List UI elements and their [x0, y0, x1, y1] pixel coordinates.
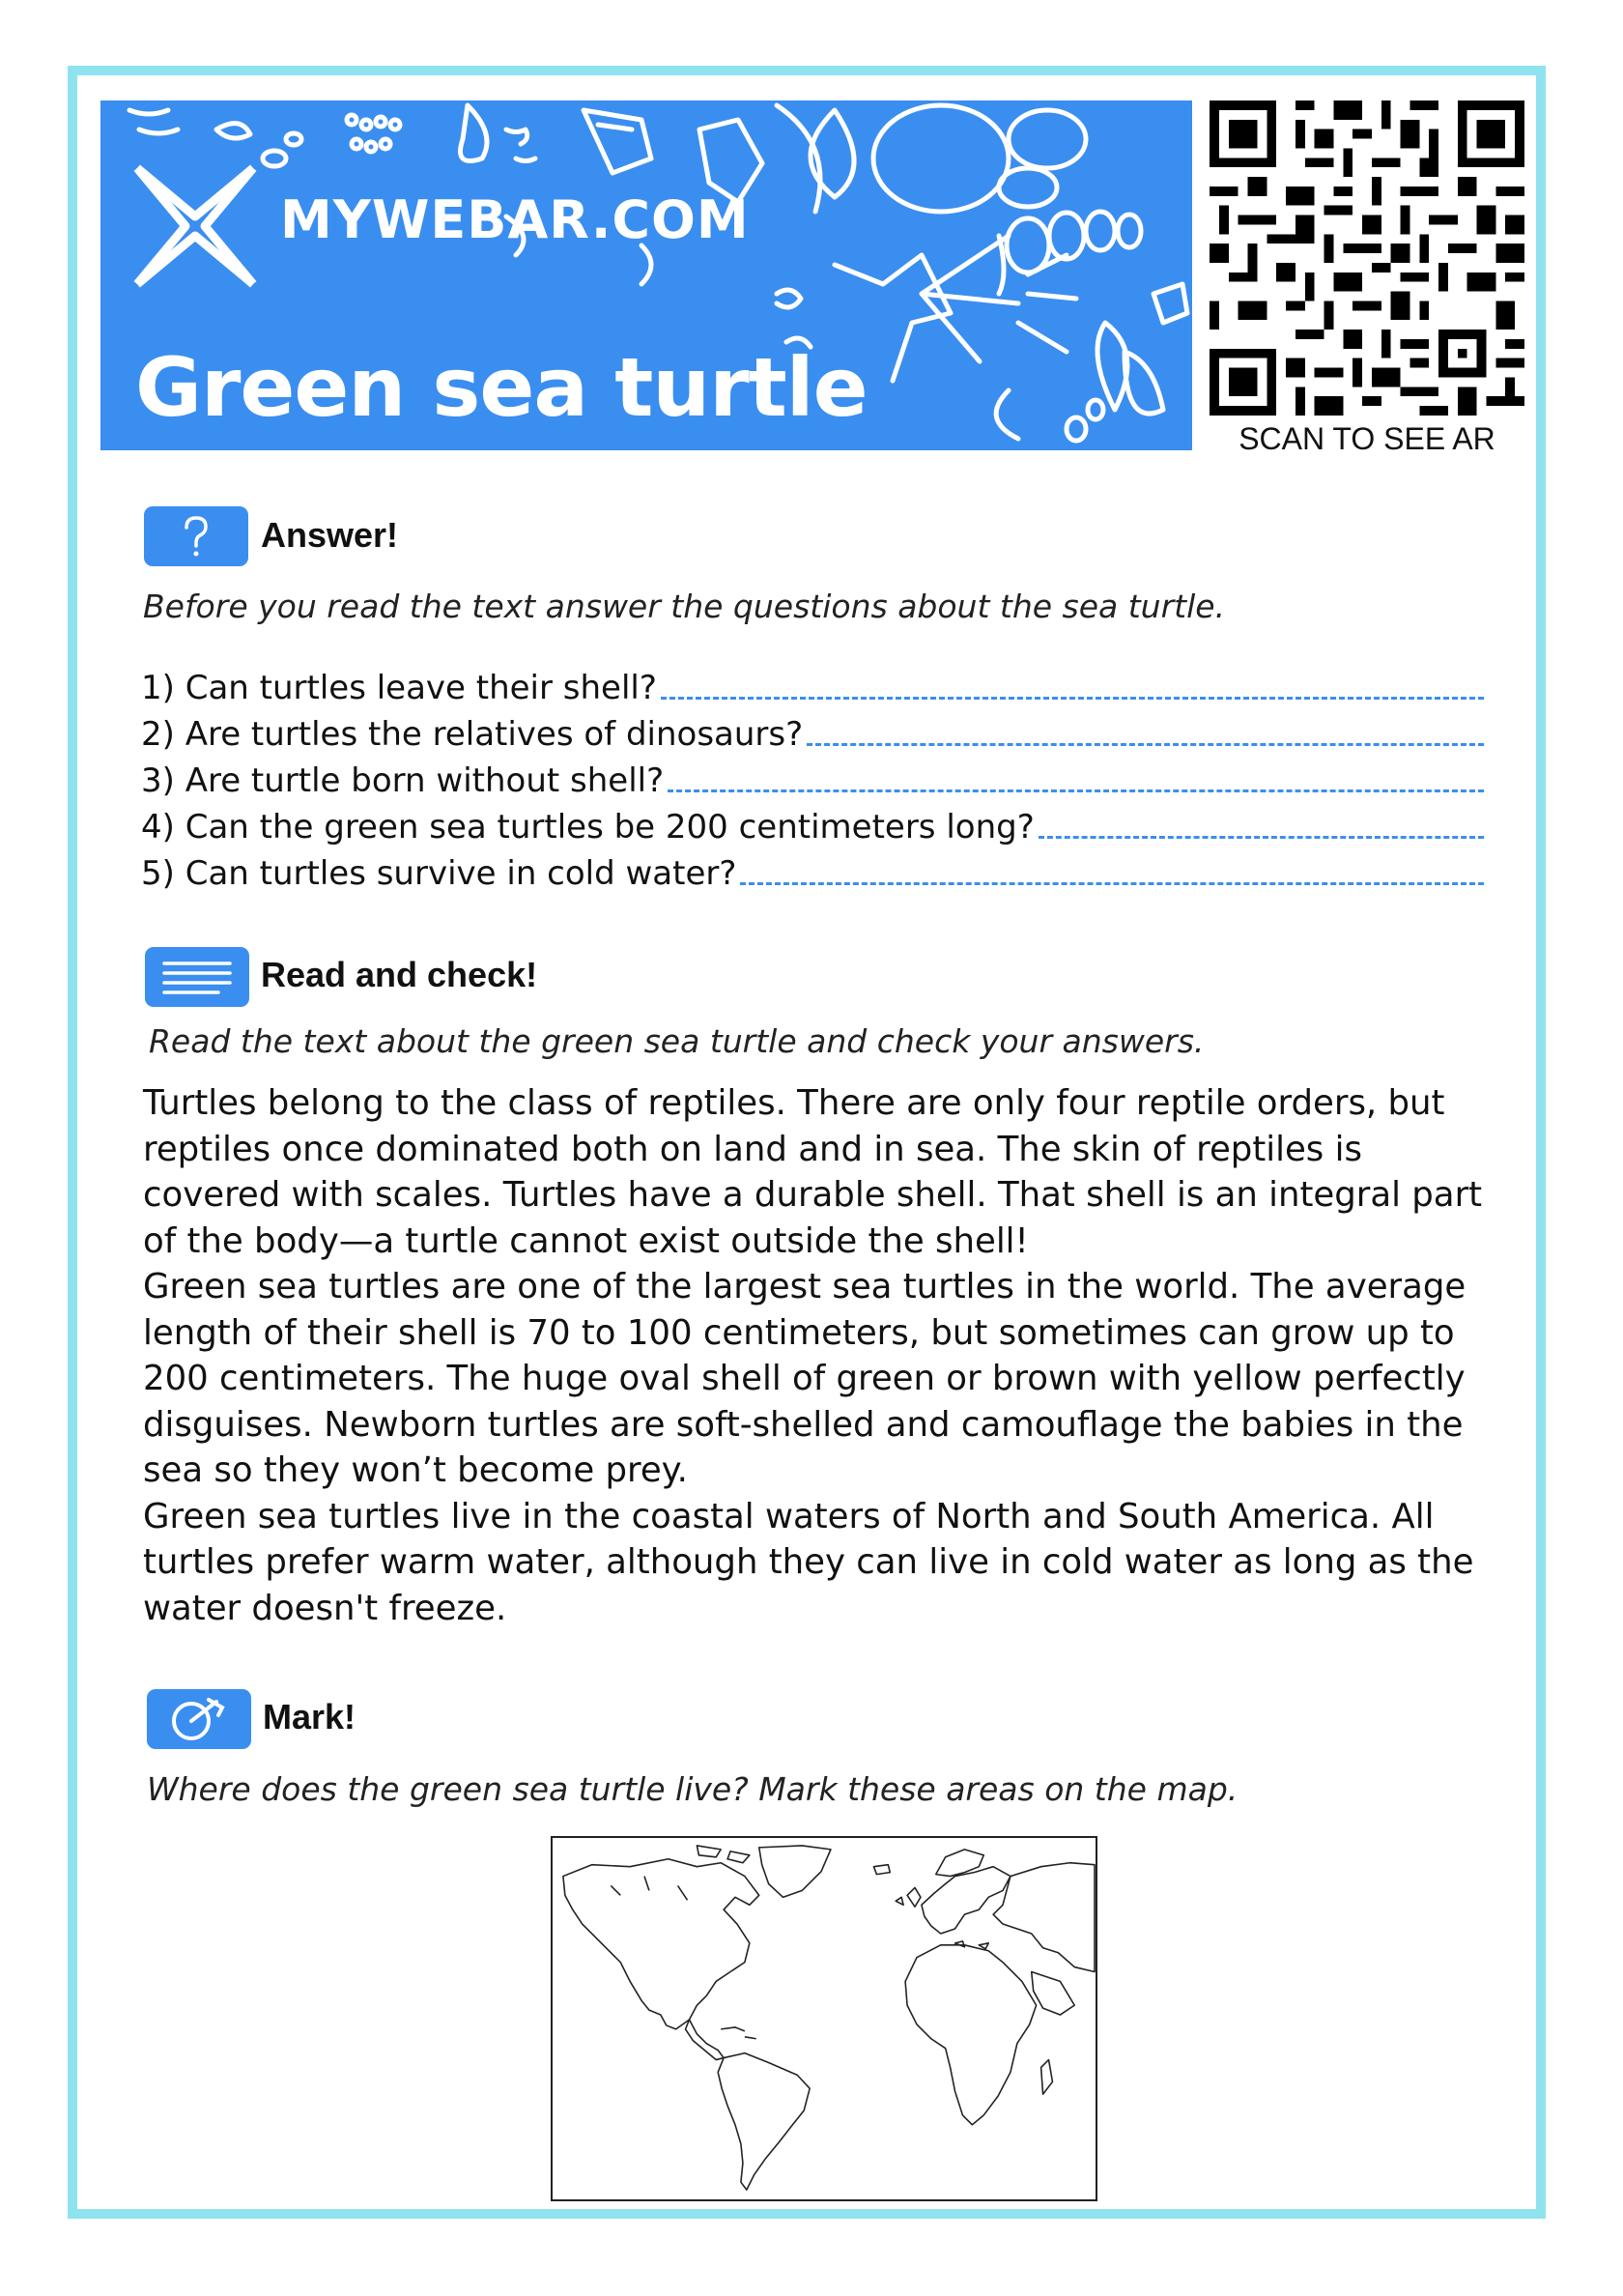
qr-caption: SCAN TO SEE AR	[1239, 421, 1495, 456]
answer-line[interactable]	[807, 743, 1484, 746]
reading-text	[143, 1080, 1495, 1631]
world-map[interactable]	[551, 1836, 1097, 2201]
question-text: 5) Can turtles survive in cold water?	[141, 854, 737, 893]
page-title: Green sea turtle	[135, 340, 868, 435]
answer-section-label: Answer!	[261, 515, 399, 555]
paragraph: Green sea turtles live in the coastal waters of North and South America. All turtles prefer warm water, although they can live in cold water as long as the water doesn't freeze.	[143, 1496, 1474, 1628]
answer-line[interactable]	[740, 882, 1484, 885]
question-text: 4) Can the green sea turtles be 200 centimeters long?	[141, 808, 1035, 847]
answer-line[interactable]	[1039, 836, 1484, 839]
question-text: 3) Are turtle born without shell?	[141, 761, 665, 800]
qr-code-icon[interactable]	[1210, 100, 1524, 416]
header-banner	[100, 100, 1192, 450]
text-lines-icon	[145, 947, 249, 1007]
question-item[interactable]	[141, 661, 1484, 707]
read-instruction: Read the text about the green sea turtle and check your answers.	[149, 1022, 1205, 1060]
mark-section-label: Mark!	[263, 1697, 356, 1736]
paragraph: Green sea turtles are one of the largest sea turtles in the world. The average length of their shell is 70 to 100 centimeters, but sometimes can grow up to 200 centimeters. The huge oval shell of green or brown with yellow perfectly disguises. Newborn turtles are soft-shelled and camouflage the babies in the sea so they won’t become prey.	[143, 1267, 1466, 1490]
question-text: 1) Can turtles leave their shell?	[141, 669, 657, 707]
answer-instruction: Before you read the text answer the questions about the sea turtle.	[143, 588, 1226, 625]
mywebar-logo-icon	[128, 158, 263, 294]
answer-line[interactable]	[661, 697, 1484, 700]
question-mark-icon	[144, 506, 248, 566]
question-item[interactable]	[141, 707, 1484, 754]
mark-instruction: Where does the green sea turtle live? Mark these areas on the map.	[147, 1770, 1239, 1808]
question-item[interactable]	[141, 754, 1484, 800]
answer-line[interactable]	[668, 789, 1484, 792]
paragraph: Turtles belong to the class of reptiles. There are only four reptile orders, but reptiles once dominated both on land and in sea. The skin of reptiles is covered with scales. Turtles have a durable shell. That shell is an integral part of the body—a turtle cannot exist outside the shell!	[143, 1083, 1483, 1261]
question-text: 2) Are turtles the relatives of dinosaurs?	[141, 715, 804, 754]
question-item[interactable]	[141, 847, 1484, 893]
question-list	[141, 661, 1484, 893]
marker-pen-icon	[147, 1689, 251, 1749]
read-section-label: Read and check!	[261, 955, 538, 994]
question-item[interactable]	[141, 800, 1484, 847]
brand-name: MYWEBAR.COM	[280, 189, 750, 250]
